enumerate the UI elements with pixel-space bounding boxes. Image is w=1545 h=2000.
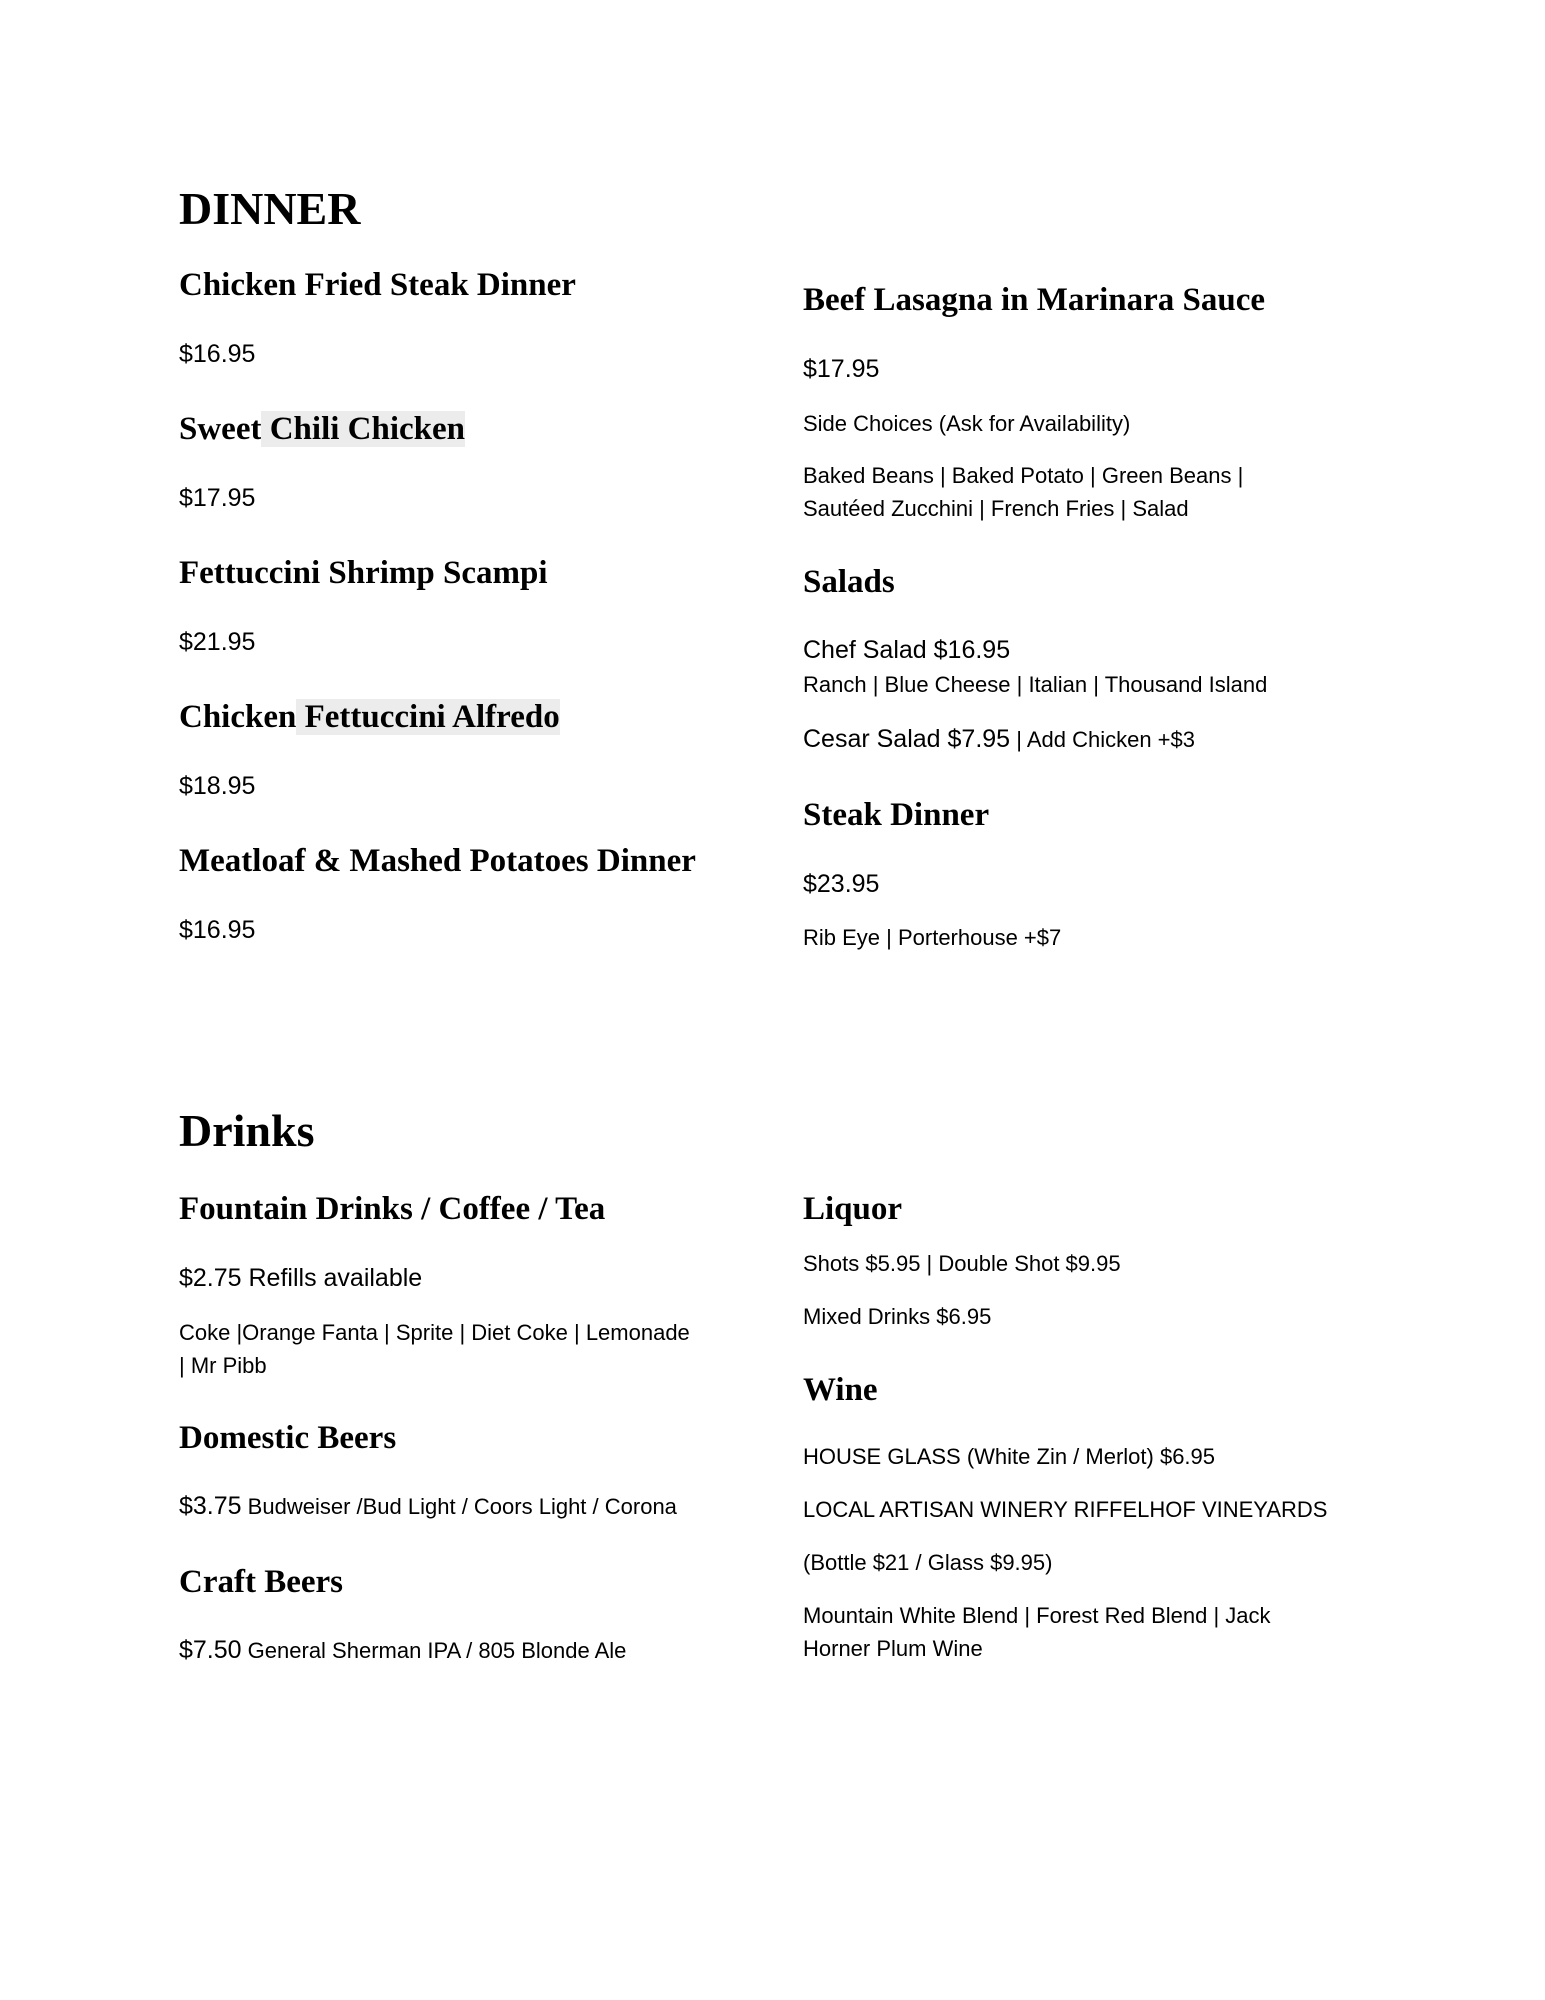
- item-name: Fettuccini Shrimp Scampi: [179, 555, 548, 591]
- item-name-part: Sweet: [179, 411, 262, 447]
- liquor-mixed: Mixed Drinks $6.95: [803, 1304, 992, 1329]
- item-price: $17.95: [803, 355, 880, 383]
- highlighted-text: Fettuccini Alfredo: [296, 699, 560, 735]
- domestic-beers: Budweiser /Bud Light / Coors Light / Corona: [241, 1494, 677, 1519]
- wine-list: Mountain White Blend | Forest Red Blend | Jack: [803, 1603, 1271, 1628]
- wine-list: Horner Plum Wine: [803, 1636, 983, 1661]
- item-name: [179, 413, 465, 446]
- dinner-title: DINNER: [179, 183, 361, 234]
- fountain-list: Coke |Orange Fanta | Sprite | Diet Coke | Lemonade: [179, 1320, 690, 1345]
- cesar-addon: | Add Chicken +$3: [1010, 727, 1195, 752]
- wine-heading: Wine: [803, 1372, 878, 1408]
- item-price: $18.95: [179, 772, 256, 800]
- wine-local: LOCAL ARTISAN WINERY RIFFELHOF VINEYARDS: [803, 1497, 1328, 1522]
- highlighted-text: Chili Chicken: [261, 411, 466, 447]
- item-name: Meatloaf & Mashed Potatoes Dinner: [179, 843, 696, 879]
- item-price: $16.95: [179, 916, 256, 944]
- craft-list: [179, 1638, 626, 1663]
- domestic-price: $3.75: [179, 1492, 242, 1520]
- side-choices-list: Sautéed Zucchini | French Fries | Salad: [803, 496, 1189, 521]
- item-price: $16.95: [179, 340, 256, 368]
- side-choices-label: Side Choices (Ask for Availability): [803, 411, 1131, 436]
- item-price: $17.95: [179, 484, 256, 512]
- cesar-salad: [803, 727, 1195, 752]
- liquor-heading: Liquor: [803, 1191, 903, 1227]
- drinks-title: Drinks: [179, 1105, 315, 1156]
- steak-options: Rib Eye | Porterhouse +$7: [803, 925, 1062, 950]
- cesar-salad-price: Cesar Salad $7.95: [803, 725, 1011, 753]
- chef-salad: Chef Salad $16.95: [803, 636, 1011, 664]
- craft-heading: Craft Beers: [179, 1564, 344, 1600]
- steak-heading: Steak Dinner: [803, 797, 990, 833]
- domestic-heading: Domestic Beers: [179, 1420, 397, 1456]
- dressing-options: Ranch | Blue Cheese | Italian | Thousand Island: [803, 672, 1268, 697]
- item-name: Chicken Fried Steak Dinner: [179, 267, 576, 303]
- side-choices-list: Baked Beans | Baked Potato | Green Beans |: [803, 463, 1244, 488]
- item-name: [179, 701, 560, 734]
- item-name-part: Chicken: [179, 699, 297, 735]
- craft-price: $7.50: [179, 1636, 242, 1664]
- domestic-list: [179, 1494, 677, 1519]
- liquor-shots: Shots $5.95 | Double Shot $9.95: [803, 1251, 1121, 1276]
- wine-house: HOUSE GLASS (White Zin / Merlot) $6.95: [803, 1444, 1216, 1469]
- item-name: Beef Lasagna in Marinara Sauce: [803, 282, 1265, 318]
- fountain-list: | Mr Pibb: [179, 1353, 267, 1378]
- salads-heading: Salads: [803, 564, 895, 600]
- steak-price: $23.95: [803, 870, 880, 898]
- item-price: $21.95: [179, 628, 256, 656]
- craft-beers: General Sherman IPA / 805 Blonde Ale: [241, 1638, 627, 1663]
- wine-bottle-price: (Bottle $21 / Glass $9.95): [803, 1550, 1053, 1575]
- fountain-price: $2.75 Refills available: [179, 1264, 423, 1292]
- fountain-heading: Fountain Drinks / Coffee / Tea: [179, 1191, 606, 1227]
